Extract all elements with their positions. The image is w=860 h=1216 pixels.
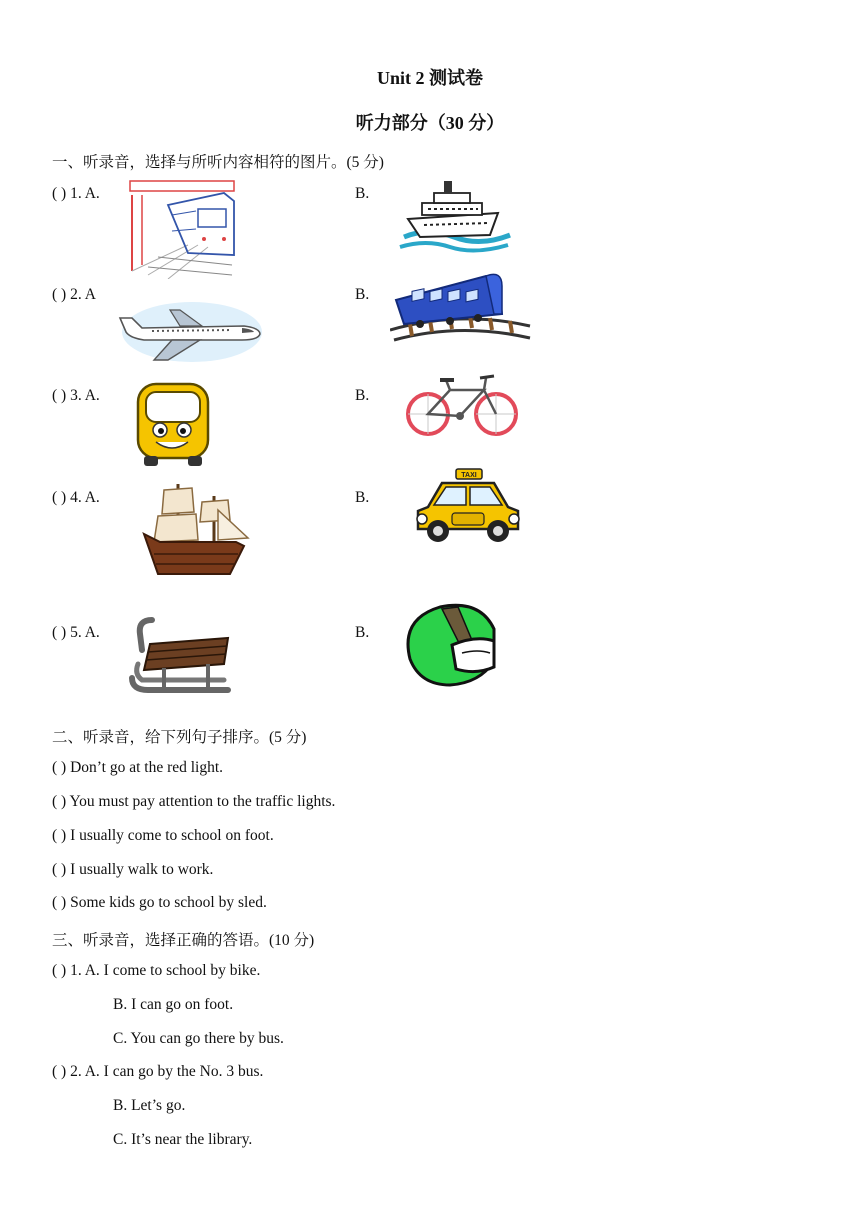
- helmet-icon: [400, 601, 498, 689]
- section-subtitle: 听力部分（30 分）: [355, 113, 505, 133]
- answer-option: C. It’s near the library.: [113, 1131, 253, 1148]
- question-2-option-b: B.: [355, 286, 370, 303]
- page-title: Unit 2 测试卷: [376, 68, 483, 88]
- question-2-label: ( ) 2. A: [52, 286, 96, 303]
- subway-train-icon: [128, 175, 236, 279]
- list-item: ( ) Some kids go to school by sled.: [52, 894, 267, 911]
- question-4-label: ( ) 4. A.: [52, 489, 100, 506]
- question-1-label: ( ) 1. A.: [52, 185, 100, 202]
- question-lead: ( ) 1. A. I come to school by bike.: [52, 962, 261, 979]
- bicycle-icon: [404, 368, 522, 440]
- question-3-label: ( ) 3. A.: [52, 387, 100, 404]
- section1-heading: 一、听录音，选择与所听内容相符的图片。(5 分): [52, 154, 384, 171]
- section3-heading: 三、听录音，选择正确的答语。(10 分): [52, 932, 315, 949]
- answer-option: B. I can go on foot.: [113, 996, 234, 1013]
- question-lead: ( ) 2. A. I can go by the No. 3 bus.: [52, 1063, 264, 1080]
- list-item: ( ) I usually come to school on foot.: [52, 827, 274, 844]
- question-5-label: ( ) 5. A.: [52, 624, 100, 641]
- list-item: ( ) I usually walk to work.: [52, 861, 214, 878]
- airplane-icon: [114, 296, 264, 368]
- taxi-icon: [412, 467, 524, 547]
- section2-heading: 二、听录音，给下列句子排序。(5 分): [52, 729, 307, 746]
- cartoon-bus-icon: [134, 380, 212, 468]
- answer-option: B. Let’s go.: [113, 1097, 186, 1114]
- list-item: ( ) Don’t go at the red light.: [52, 759, 224, 776]
- train-on-tracks-icon: [390, 266, 532, 344]
- question-5-option-b: B.: [355, 624, 370, 641]
- taxi-sign-text: TAXI: [461, 472, 477, 479]
- list-item: ( ) You must pay attention to the traffic lights.: [52, 793, 336, 810]
- sled-icon: [128, 614, 236, 696]
- question-4-option-b: B.: [355, 489, 370, 506]
- cruise-ship-icon: [398, 175, 514, 253]
- question-3-option-b: B.: [355, 387, 370, 404]
- sailing-ship-icon: [140, 480, 250, 576]
- answer-option: C. You can go there by bus.: [113, 1030, 284, 1047]
- question-1-option-b: B.: [355, 185, 370, 202]
